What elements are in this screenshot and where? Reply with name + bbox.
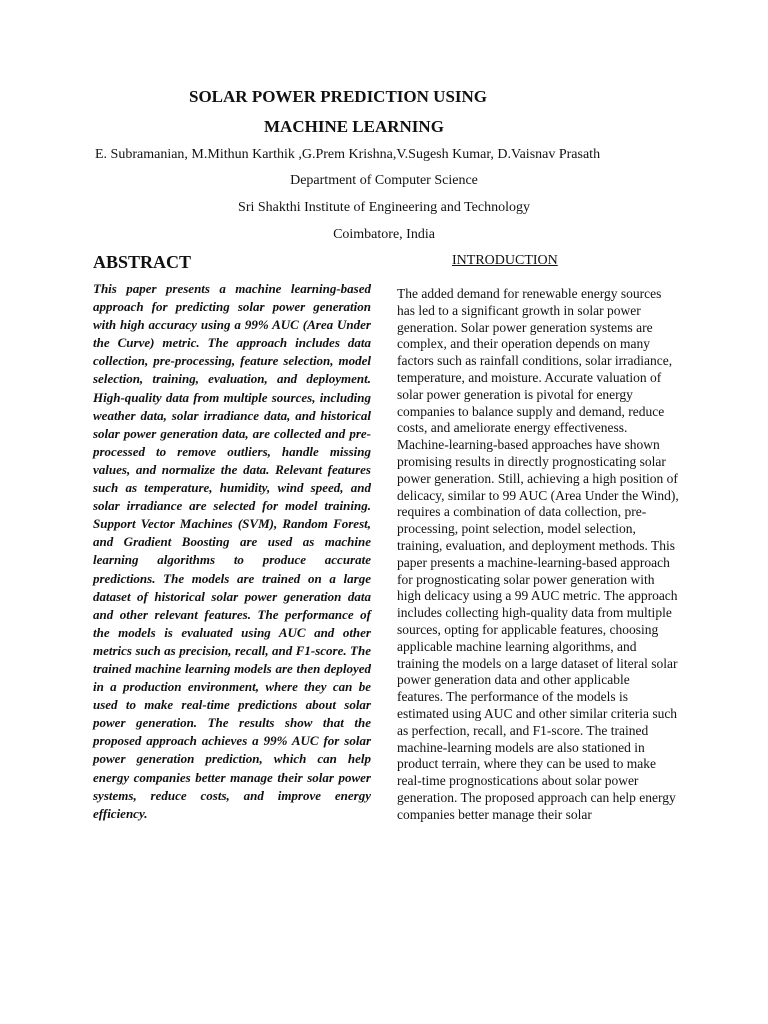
abstract-heading: ABSTRACT [93,252,192,272]
introduction-heading: INTRODUCTION [452,253,558,268]
paper-title-line-1: SOLAR POWER PREDICTION USING [189,87,488,106]
department: Department of Computer Science [290,173,478,188]
location: Coimbatore, India [333,227,435,242]
institute: Sri Shakthi Institute of Engineering and Technology [238,200,530,215]
author-list: E. Subramanian, M.Mithun Karthik ,G.Prem Krishna,V.Sugesh Kumar, D.Vaisnav Prasath [95,147,601,162]
introduction-text: The added demand for renewable energy sources has led to a significant growth in solar power generation. Solar power generation systems are complex, and their operation depends on many factors such as rainfall conditions, solar irradiance, temperature, and moisture. Accurate valuation of solar power generation is pivotal for energy companies to balance supply and demand, reduce costs, and ameliorate energy effectiveness. Machine-learning-based approaches have shown promising results in directly prognosticating solar power generation. Still, achieving a high position of delicacy, similar to 99 AUC (Area Under the Wind), requires a combination of data collection, pre-processing, point selection, model selection, training, evaluation, and deployment methods. This paper presents a machine-learning-based approach for prognosticating solar power generation with high delicacy using a 99 AUC metric. The approach includes collecting high-quality data from multiple sources, opting for applicable features, choosing applicable machine learning algorithms, and training the models on a large dataset of literal solar power generation data and other applicable features. The performance of the models is estimated using AUC and other similar criteria such as perfection, recall, and F1-score. The trained machine-learning models are also stationed in product terrain, where they can be used to make real-time prognostications about solar power generation. The proposed approach can help energy companies better manage their solar [397,286,679,822]
paper-title-line-2: MACHINE LEARNING [264,117,444,136]
abstract-text: This paper presents a machine learning-based approach for predicting solar power generation with high accuracy using a 99% AUC (Area Under the Curve) metric. The approach includes data collection, pre-processing, feature selection, model selection, training, evaluation, and deployment. High-quality data from multiple sources, including weather data, solar irradiance data, and historical solar power generation data, are collected and pre-processed to remove outliers, handle missing values, and normalize the data. Relevant features such as temperature, humidity, wind speed, and solar irradiance are selected for model training. Support Vector Machines (SVM), Random Forest, and Gradient Boosting are used as machine learning algorithms to produce accurate predictions. The models are trained on a large dataset of historical solar power generation data and other relevant features. The performance of the models is evaluated using AUC and other metrics such as precision, recall, and F1-score. The trained machine learning models are then deployed in a production environment, where they can be used to make real-time predictions about solar power generation. The results show that the proposed approach achieves a 99% AUC for solar power generation prediction, which can help energy companies better manage their solar power systems, reduce costs, and improve energy efficiency. [93,281,371,821]
